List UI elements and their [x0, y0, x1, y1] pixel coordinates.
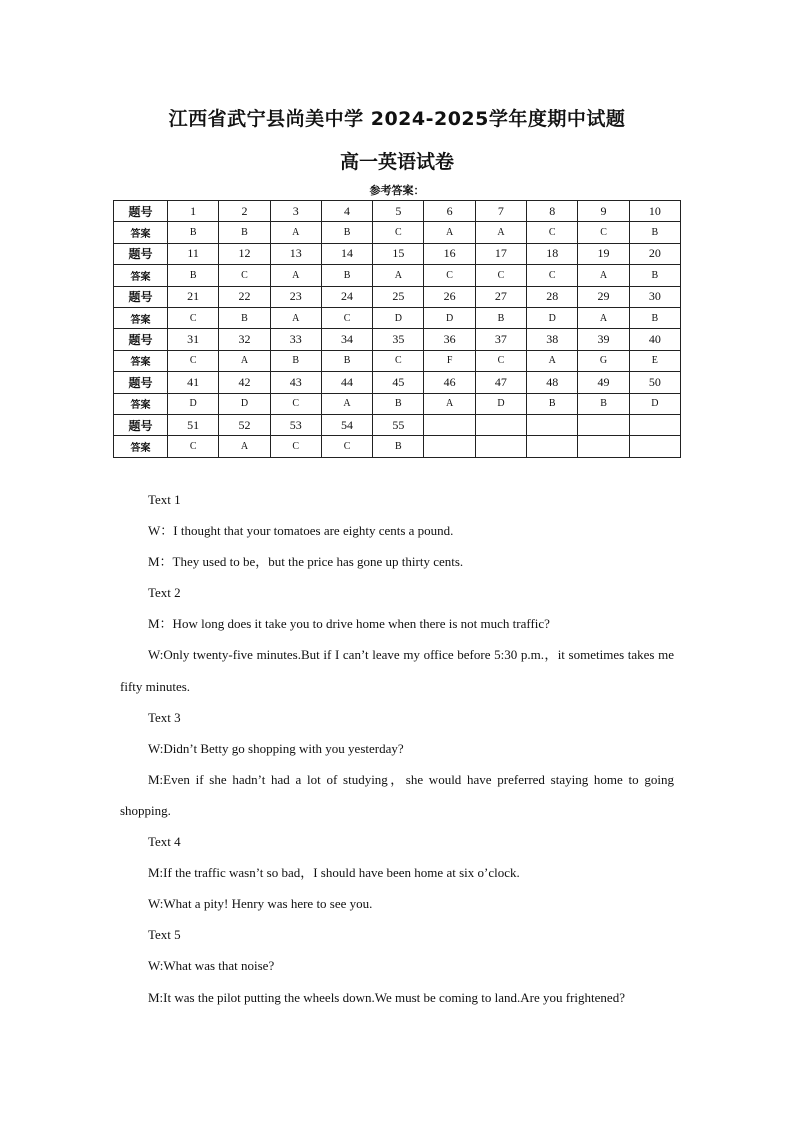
question-number-cell: 39	[578, 329, 629, 350]
answer-cell: B	[578, 393, 629, 414]
question-number-cell: 28	[527, 286, 578, 307]
answer-label: 答案	[114, 350, 168, 371]
question-number-row	[114, 243, 681, 264]
question-number-cell: 26	[424, 286, 475, 307]
question-number-cell: 53	[270, 414, 321, 435]
question-number-cell: 27	[475, 286, 526, 307]
answer-cell: B	[219, 307, 270, 328]
question-number-cell: 42	[219, 372, 270, 393]
answer-label: 答案	[114, 265, 168, 286]
question-number-cell: 17	[475, 243, 526, 264]
question-number-cell: 40	[629, 329, 680, 350]
answer-cell: B	[629, 265, 680, 286]
answer-row	[114, 265, 681, 286]
answer-cell: C	[373, 350, 424, 371]
answer-cell: B	[168, 265, 219, 286]
answer-cell: B	[321, 265, 372, 286]
answer-key-label: 参考答案：	[369, 184, 425, 197]
answer-cell: C	[475, 350, 526, 371]
answer-cell: A	[219, 436, 270, 457]
question-number-cell	[527, 414, 578, 435]
answer-cell: B	[373, 393, 424, 414]
question-number-row	[114, 414, 681, 435]
answer-cell: C	[475, 265, 526, 286]
answer-cell: C	[168, 350, 219, 371]
page-title: 江西省武宁县尚美中学 2024-2025学年度期中试题	[168, 108, 626, 130]
question-number-cell: 32	[219, 329, 270, 350]
question-number-cell: 1	[168, 201, 219, 222]
answer-cell: C	[219, 265, 270, 286]
answer-row	[114, 350, 681, 371]
question-number-cell: 41	[168, 372, 219, 393]
transcript-line: W：I thought that your tomatoes are eighty cents a pound.	[148, 523, 454, 539]
answer-cell: A	[578, 265, 629, 286]
answer-cell: G	[578, 350, 629, 371]
answer-cell: A	[270, 307, 321, 328]
transcript-heading: Text 5	[148, 927, 181, 943]
answer-cell: B	[629, 307, 680, 328]
answer-cell	[424, 436, 475, 457]
question-number-cell: 20	[629, 243, 680, 264]
answer-cell: D	[475, 393, 526, 414]
question-number-label: 题号	[114, 201, 168, 222]
question-number-label: 题号	[114, 414, 168, 435]
question-number-cell: 25	[373, 286, 424, 307]
question-number-cell: 45	[373, 372, 424, 393]
question-number-cell: 49	[578, 372, 629, 393]
question-number-cell: 51	[168, 414, 219, 435]
answer-cell: C	[373, 222, 424, 243]
answer-cell: A	[527, 350, 578, 371]
question-number-cell: 37	[475, 329, 526, 350]
question-number-row	[114, 201, 681, 222]
answer-row	[114, 222, 681, 243]
answer-cell	[475, 436, 526, 457]
question-number-cell: 12	[219, 243, 270, 264]
answer-cell	[629, 436, 680, 457]
transcript-line: W:Only twenty-five minutes.But if I can’t leave my office before 5:30 p.m.，it sometimes takes me fifty minutes.	[120, 647, 674, 694]
answer-cell: C	[270, 436, 321, 457]
answer-row	[114, 436, 681, 457]
question-number-cell: 16	[424, 243, 475, 264]
listening-transcript	[120, 484, 674, 1013]
answer-cell: B	[219, 222, 270, 243]
question-number-cell: 36	[424, 329, 475, 350]
answer-label: 答案	[114, 393, 168, 414]
answer-cell: C	[168, 307, 219, 328]
answer-cell: C	[424, 265, 475, 286]
question-number-cell: 9	[578, 201, 629, 222]
question-number-cell: 35	[373, 329, 424, 350]
question-number-cell: 43	[270, 372, 321, 393]
question-number-label: 题号	[114, 372, 168, 393]
answer-cell: C	[527, 222, 578, 243]
transcript-heading: Text 3	[148, 709, 181, 725]
question-number-cell: 15	[373, 243, 424, 264]
answer-cell: E	[629, 350, 680, 371]
question-number-cell: 38	[527, 329, 578, 350]
question-number-cell: 5	[373, 201, 424, 222]
question-number-cell: 3	[270, 201, 321, 222]
answer-cell: B	[629, 222, 680, 243]
question-number-cell: 23	[270, 286, 321, 307]
answer-cell: A	[321, 393, 372, 414]
transcript-heading: Text 2	[148, 585, 181, 601]
answer-row	[114, 393, 681, 414]
answer-cell: B	[321, 222, 372, 243]
transcript-line: W:What a pity! Henry was here to see you.	[148, 896, 373, 912]
answer-label: 答案	[114, 307, 168, 328]
answer-cell: A	[578, 307, 629, 328]
answer-cell: A	[219, 350, 270, 371]
transcript-line: M：How long does it take you to drive home when there is not much traffic?	[148, 616, 550, 632]
question-number-cell: 6	[424, 201, 475, 222]
question-number-cell: 54	[321, 414, 372, 435]
question-number-row	[114, 286, 681, 307]
question-number-cell: 21	[168, 286, 219, 307]
answer-cell	[578, 436, 629, 457]
question-number-cell: 44	[321, 372, 372, 393]
question-number-cell: 14	[321, 243, 372, 264]
answer-cell: C	[321, 436, 372, 457]
answer-cell: F	[424, 350, 475, 371]
question-number-cell: 18	[527, 243, 578, 264]
answer-cell: B	[527, 393, 578, 414]
question-number-cell: 52	[219, 414, 270, 435]
answer-cell: C	[321, 307, 372, 328]
answer-cell: C	[168, 436, 219, 457]
answer-cell: A	[373, 265, 424, 286]
question-number-cell: 4	[321, 201, 372, 222]
answer-cell: D	[373, 307, 424, 328]
question-number-cell: 24	[321, 286, 372, 307]
question-number-label: 题号	[114, 329, 168, 350]
transcript-heading: Text 4	[148, 834, 181, 850]
answer-cell: C	[270, 393, 321, 414]
question-number-cell	[475, 414, 526, 435]
answer-row	[114, 307, 681, 328]
answer-label: 答案	[114, 436, 168, 457]
answer-cell	[527, 436, 578, 457]
question-number-cell: 33	[270, 329, 321, 350]
question-number-cell: 2	[219, 201, 270, 222]
answer-cell: A	[475, 222, 526, 243]
answer-cell: B	[270, 350, 321, 371]
question-number-cell	[578, 414, 629, 435]
answer-cell: A	[270, 222, 321, 243]
transcript-line: M:Even if she hadn’t had a lot of studying，she would have preferred staying home to going shopping.	[120, 771, 674, 818]
question-number-cell: 47	[475, 372, 526, 393]
answer-cell: B	[475, 307, 526, 328]
question-number-cell: 11	[168, 243, 219, 264]
transcript-line: M：They used to be，but the price has gone up thirty cents.	[148, 554, 464, 570]
question-number-cell: 10	[629, 201, 680, 222]
question-number-label: 题号	[114, 286, 168, 307]
transcript-line: M:It was the pilot putting the wheels down.We must be coming to land.Are you frightened?	[148, 989, 625, 1005]
question-number-cell: 22	[219, 286, 270, 307]
answer-cell: D	[629, 393, 680, 414]
question-number-cell: 29	[578, 286, 629, 307]
transcript-line: M:If the traffic wasn’t so bad，I should have been home at six o’clock.	[148, 865, 520, 881]
question-number-cell: 55	[373, 414, 424, 435]
answer-cell: B	[373, 436, 424, 457]
answer-cell: D	[527, 307, 578, 328]
answer-label: 答案	[114, 222, 168, 243]
answer-cell: B	[168, 222, 219, 243]
question-number-cell	[424, 414, 475, 435]
answer-cell: A	[424, 393, 475, 414]
question-number-row	[114, 372, 681, 393]
transcript-heading: Text 1	[148, 492, 181, 507]
question-number-row	[114, 329, 681, 350]
question-number-cell	[629, 414, 680, 435]
transcript-line: W:What was that noise?	[148, 958, 275, 974]
answer-cell: D	[424, 307, 475, 328]
answer-cell: D	[219, 393, 270, 414]
question-number-label: 题号	[114, 243, 168, 264]
transcript-line: W:Didn’t Betty go shopping with you yesterday?	[148, 740, 404, 756]
answer-cell: B	[321, 350, 372, 371]
answer-cell: C	[527, 265, 578, 286]
answer-table	[113, 200, 681, 458]
question-number-cell: 50	[629, 372, 680, 393]
answer-cell: D	[168, 393, 219, 414]
answer-cell: A	[424, 222, 475, 243]
answer-cell: A	[270, 265, 321, 286]
answer-cell: C	[578, 222, 629, 243]
question-number-cell: 48	[527, 372, 578, 393]
question-number-cell: 46	[424, 372, 475, 393]
page-subtitle: 高一英语试卷	[339, 151, 454, 173]
question-number-cell: 7	[475, 201, 526, 222]
question-number-cell: 8	[527, 201, 578, 222]
question-number-cell: 34	[321, 329, 372, 350]
question-number-cell: 31	[168, 329, 219, 350]
question-number-cell: 30	[629, 286, 680, 307]
question-number-cell: 13	[270, 243, 321, 264]
question-number-cell: 19	[578, 243, 629, 264]
